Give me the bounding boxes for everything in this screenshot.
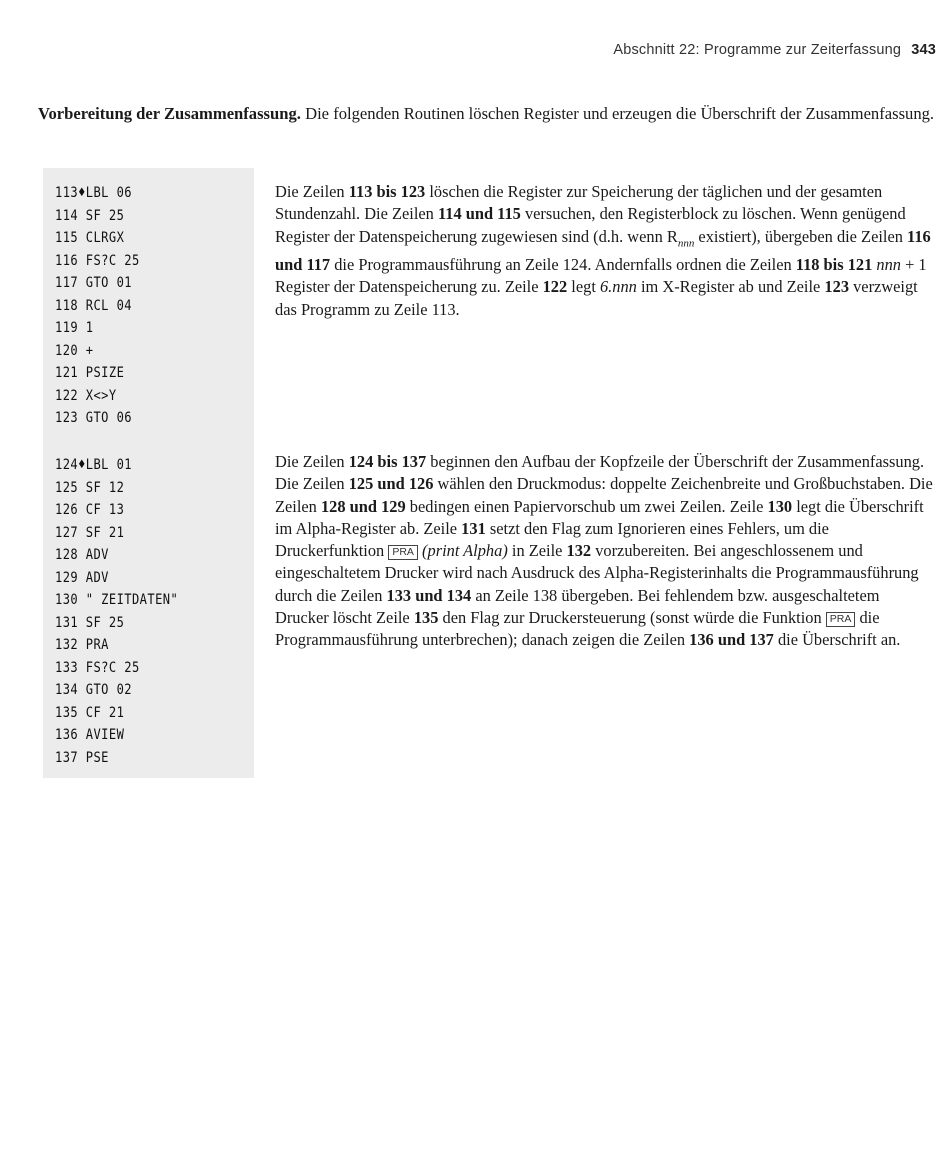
listing-block-1 bbox=[55, 182, 156, 430]
line-ref: 125 und 126 bbox=[348, 474, 434, 494]
text: die Programmausführung an Zeile 124. Andernfalls ordnen die Zeilen bbox=[330, 255, 796, 275]
program-line: 121 PSIZE bbox=[55, 365, 125, 381]
line-ref: 123 bbox=[824, 277, 850, 297]
text: legt bbox=[567, 277, 600, 297]
pra-key-icon: PRA bbox=[826, 612, 856, 627]
text: bedingen einen Papiervorschub um zwei Zeilen. Zeile bbox=[405, 496, 768, 516]
program-line: 118 RCL 04 bbox=[55, 297, 132, 314]
program-line: 123 GTO 06 bbox=[55, 410, 132, 426]
subscript: nnn bbox=[677, 236, 695, 249]
intro-paragraph bbox=[38, 103, 938, 124]
program-listing bbox=[43, 168, 254, 778]
line-ref: 114 und 115 bbox=[437, 204, 521, 224]
text: in Zeile bbox=[507, 541, 567, 561]
program-line: 113♦LBL 06 bbox=[55, 185, 132, 201]
program-line: 117 GTO 01 bbox=[55, 275, 132, 291]
line-ref: 128 und 129 bbox=[320, 496, 406, 516]
intro-heading: Vorbereitung der Zusammenfassung. bbox=[38, 104, 301, 123]
line-ref: 113 bis 123 bbox=[348, 182, 426, 201]
program-line: 134 GTO 02 bbox=[55, 682, 132, 698]
line-ref: 118 bis 121 bbox=[795, 255, 873, 275]
line-ref: 135 bbox=[413, 608, 439, 628]
text: existiert), übergeben die Zeilen bbox=[694, 226, 908, 246]
program-line: 135 CF 21 bbox=[55, 704, 125, 721]
line-ref: 136 und 137 bbox=[689, 630, 774, 650]
text: löschen die Register zur Speicherung der täglichen und der gesamten Stundenzahl. Die Zeilen bbox=[275, 182, 883, 224]
program-line: 114 SF 25 bbox=[55, 207, 125, 224]
italic-text: (print Alpha) bbox=[417, 541, 508, 561]
page-number: 343 bbox=[911, 42, 936, 58]
program-line: 132 PRA bbox=[55, 637, 109, 653]
pra-key-icon: PRA bbox=[388, 545, 418, 560]
program-line: 116 FS?C 25 bbox=[55, 252, 140, 269]
program-line: 128 ADV bbox=[55, 547, 109, 563]
line-ref: 116 und 117 bbox=[275, 226, 931, 275]
program-line: 125 SF 12 bbox=[55, 479, 125, 496]
intro-text: Die folgenden Routinen löschen Register und erzeugen die Überschrift der Zusammenfassung. bbox=[300, 104, 935, 123]
program-line: 120 + bbox=[55, 342, 94, 359]
line-ref: 132 bbox=[566, 541, 592, 561]
text: versuchen, den Registerblock zu löschen. Wenn genügend Register der Datenspeicherung zugewiesen sind (d.h. wenn R bbox=[275, 204, 906, 246]
program-line: 115 CLRGX bbox=[55, 230, 125, 246]
paragraph-2 bbox=[275, 451, 935, 652]
line-ref: 130 bbox=[767, 496, 793, 516]
text: Die Zeilen bbox=[275, 182, 349, 201]
text: beginnen den Aufbau der Kopfzeile der Überschrift der Zusammenfassung. Die Zeilen bbox=[275, 452, 925, 494]
program-line: 119 1 bbox=[55, 320, 94, 336]
text: legt die Überschrift im Alpha-Register ab. Zeile bbox=[275, 496, 924, 538]
program-line: 133 FS?C 25 bbox=[55, 659, 140, 676]
text: wählen den Druckmodus: doppelte Zeichenbreite und Großbuchstaben. Die Zeilen bbox=[275, 474, 933, 516]
text: den Flag zur Druckersteuerung (sonst würde die Funktion bbox=[438, 608, 826, 628]
italic-var: nnn bbox=[872, 255, 901, 275]
program-line: 129 ADV bbox=[55, 569, 109, 586]
text: die Überschrift an. bbox=[773, 630, 901, 650]
listing-block-2 bbox=[55, 454, 202, 769]
text: vorzubereiten. Bei angeschlossenem und eingeschaltetem Drucker wird nach Ausdruck des Alpha-Registerinhalts die Programmausführung durch die Zeilen bbox=[275, 541, 919, 605]
text: Die Zeilen bbox=[275, 452, 349, 471]
program-line: 136 AVIEW bbox=[55, 727, 125, 743]
line-ref: 131 bbox=[461, 518, 486, 538]
text: verzweigt das Programm zu Zeile 113. bbox=[275, 277, 918, 319]
program-line: 127 SF 21 bbox=[55, 524, 125, 541]
section-title: Abschnitt 22: Programme zur Zeiterfassung bbox=[613, 42, 902, 58]
text: setzt den Flag zum Ignorieren eines Fehlers, um die Druckerfunktion bbox=[275, 518, 829, 561]
italic-var: 6.nnn bbox=[599, 277, 637, 297]
text: + 1 Register der Datenspeicherung zu. Zeile bbox=[275, 255, 927, 297]
program-line: 126 CF 13 bbox=[55, 502, 125, 518]
program-line: 137 PSE bbox=[55, 749, 109, 766]
text: die Programmausführung unterbrechen); danach zeigen die Zeilen bbox=[275, 608, 880, 650]
program-line: 124♦LBL 01 bbox=[55, 457, 132, 473]
paragraph-1 bbox=[275, 181, 935, 321]
text: im X-Register ab und Zeile bbox=[636, 277, 825, 297]
line-ref: 124 bis 137 bbox=[348, 452, 427, 471]
line-ref: 133 und 134 bbox=[386, 585, 472, 605]
line-ref: 122 bbox=[542, 277, 568, 297]
program-line: 130 " ZEITDATEN" bbox=[55, 592, 179, 608]
program-line: 131 SF 25 bbox=[55, 614, 125, 631]
text: an Zeile 138 übergeben. Bei fehlendem bzw. ausgeschaltetem Drucker löscht Zeile bbox=[275, 585, 880, 628]
program-line: 122 X<>Y bbox=[55, 387, 117, 404]
running-header bbox=[613, 42, 936, 58]
